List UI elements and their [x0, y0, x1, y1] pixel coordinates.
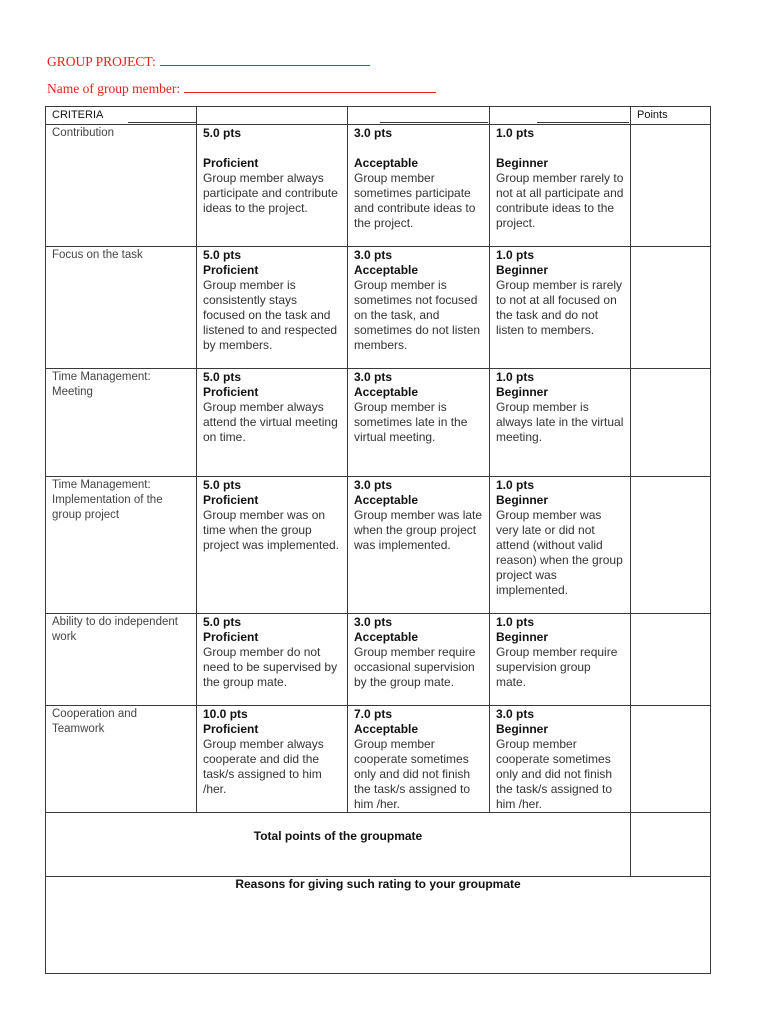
points-input-cell[interactable]: [631, 614, 711, 706]
level-name: Beginner: [496, 630, 549, 644]
level-cell-acceptable: [348, 706, 490, 813]
level-cell-proficient: [197, 706, 348, 813]
group-member-label: Name of group member:: [47, 81, 181, 96]
level-cell-beginner: [490, 369, 631, 477]
level-points: 1.0 pts: [496, 615, 535, 629]
level-points: 3.0 pts: [354, 126, 393, 140]
level-name: Proficient: [203, 722, 259, 736]
level-name: Beginner: [496, 263, 549, 277]
points-input-cell[interactable]: [631, 706, 711, 813]
level-description: Group member was late when the group project was implemented.: [354, 508, 483, 552]
column-header-criteria: CRITERIA: [46, 107, 197, 125]
level-description: Group member is sometimes not focused on the task, and sometimes do not listen members.: [354, 278, 481, 352]
criteria-cell: Time Management: Meeting: [46, 369, 197, 477]
level-points: 1.0 pts: [496, 370, 535, 384]
level-name: Acceptable: [354, 385, 419, 399]
level-description: Group member sometimes participate and contribute ideas to the project.: [354, 171, 476, 230]
level-description: Group member is consistently stays focused on the task and listened to and respected by members.: [203, 278, 338, 352]
reasons-label: Reasons for giving such rating to your groupmate: [235, 877, 521, 891]
total-label: Total points of the groupmate: [46, 813, 631, 877]
header-underline: [537, 122, 629, 123]
level-points: 1.0 pts: [496, 248, 535, 262]
reasons-input-area[interactable]: [46, 877, 711, 974]
table-row: [46, 477, 711, 614]
level-points: 3.0 pts: [496, 707, 535, 721]
level-description: Group member cooperate sometimes only and did not finish the task/s assigned to him /her.: [496, 737, 613, 811]
level-name: Proficient: [203, 156, 259, 170]
level-points: 5.0 pts: [203, 478, 242, 492]
level-name: Proficient: [203, 630, 259, 644]
column-header-level-1: [197, 107, 348, 125]
criteria-cell: Time Management: Implementation of the group project: [46, 477, 197, 614]
total-points-input-cell[interactable]: [631, 813, 711, 877]
level-cell-beginner: [490, 477, 631, 614]
level-name: Acceptable: [354, 263, 419, 277]
level-cell-acceptable: [348, 477, 490, 614]
level-cell-acceptable: [348, 369, 490, 477]
level-name: Beginner: [496, 722, 549, 736]
level-cell-proficient: [197, 614, 348, 706]
level-cell-acceptable: [348, 247, 490, 369]
level-points: 7.0 pts: [354, 707, 393, 721]
level-name: Proficient: [203, 493, 259, 507]
level-name: Proficient: [203, 385, 259, 399]
group-project-blank[interactable]: [160, 51, 370, 66]
level-name: Acceptable: [354, 156, 419, 170]
group-project-line: [47, 51, 370, 70]
level-cell-proficient: [197, 247, 348, 369]
level-points: 10.0 pts: [203, 707, 248, 721]
level-cell-beginner: [490, 614, 631, 706]
level-points: 3.0 pts: [354, 370, 393, 384]
level-points: 3.0 pts: [354, 248, 393, 262]
level-points: 5.0 pts: [203, 615, 242, 629]
table-row: [46, 369, 711, 477]
level-cell-proficient: [197, 125, 348, 247]
level-name: Acceptable: [354, 493, 419, 507]
level-name: Acceptable: [354, 630, 419, 644]
level-points: 1.0 pts: [496, 478, 535, 492]
header-underline: [128, 122, 196, 123]
level-description: Group member always participate and contribute ideas to the project.: [203, 171, 338, 215]
criteria-cell: Contribution: [46, 125, 197, 247]
points-input-cell[interactable]: [631, 125, 711, 247]
level-points: 5.0 pts: [203, 248, 242, 262]
group-project-label: GROUP PROJECT:: [47, 54, 156, 69]
points-input-cell[interactable]: [631, 477, 711, 614]
level-points: 5.0 pts: [203, 370, 242, 384]
level-description: Group member always attend the virtual meeting on time.: [203, 400, 338, 444]
level-points: 3.0 pts: [354, 615, 393, 629]
level-points: 3.0 pts: [354, 478, 393, 492]
column-header-points: Points: [631, 107, 711, 125]
level-points: 5.0 pts: [203, 126, 242, 140]
level-description: Group member rarely to not at all participate and contribute ideas to the project.: [496, 171, 624, 230]
level-cell-acceptable: [348, 614, 490, 706]
level-cell-beginner: [490, 706, 631, 813]
level-description: Group member cooperate sometimes only and did not finish the task/s assigned to him /her.: [354, 737, 471, 811]
level-cell-acceptable: [348, 125, 490, 247]
table-row: [46, 614, 711, 706]
level-name: Proficient: [203, 263, 259, 277]
group-member-line: [47, 78, 436, 97]
level-name: Beginner: [496, 156, 549, 170]
table-row: [46, 706, 711, 813]
header-underline: [380, 122, 488, 123]
points-input-cell[interactable]: [631, 247, 711, 369]
level-cell-proficient: [197, 369, 348, 477]
level-name: Beginner: [496, 493, 549, 507]
level-cell-beginner: [490, 247, 631, 369]
level-cell-beginner: [490, 125, 631, 247]
table-row: [46, 247, 711, 369]
level-description: Group member require occasional supervision by the group mate.: [354, 645, 476, 689]
level-description: Group member do not need to be supervised by the group mate.: [203, 645, 338, 689]
points-input-cell[interactable]: [631, 369, 711, 477]
level-name: Beginner: [496, 385, 549, 399]
level-name: Acceptable: [354, 722, 419, 736]
rubric-table: [45, 106, 711, 974]
level-cell-proficient: [197, 477, 348, 614]
criteria-cell: Cooperation and Teamwork: [46, 706, 197, 813]
level-description: Group member require supervision group mate.: [496, 645, 618, 689]
level-description: Group member always cooperate and did the task/s assigned to him /her.: [203, 737, 324, 796]
level-description: Group member was on time when the group project was implemented.: [203, 508, 340, 552]
table-row: [46, 125, 711, 247]
reasons-row: [46, 877, 711, 974]
level-description: Group member was very late or did not attend (without valid reason) when the group project was implemented.: [496, 508, 623, 597]
criteria-cell: Focus on the task: [46, 247, 197, 369]
level-description: Group member is rarely to not at all focused on the task and do not listen to members.: [496, 278, 623, 337]
total-row: [46, 813, 711, 877]
group-member-blank[interactable]: [184, 78, 436, 93]
level-description: Group member is always late in the virtual meeting.: [496, 400, 624, 444]
criteria-cell: Ability to do independent work: [46, 614, 197, 706]
level-description: Group member is sometimes late in the virtual meeting.: [354, 400, 468, 444]
level-points: 1.0 pts: [496, 126, 535, 140]
